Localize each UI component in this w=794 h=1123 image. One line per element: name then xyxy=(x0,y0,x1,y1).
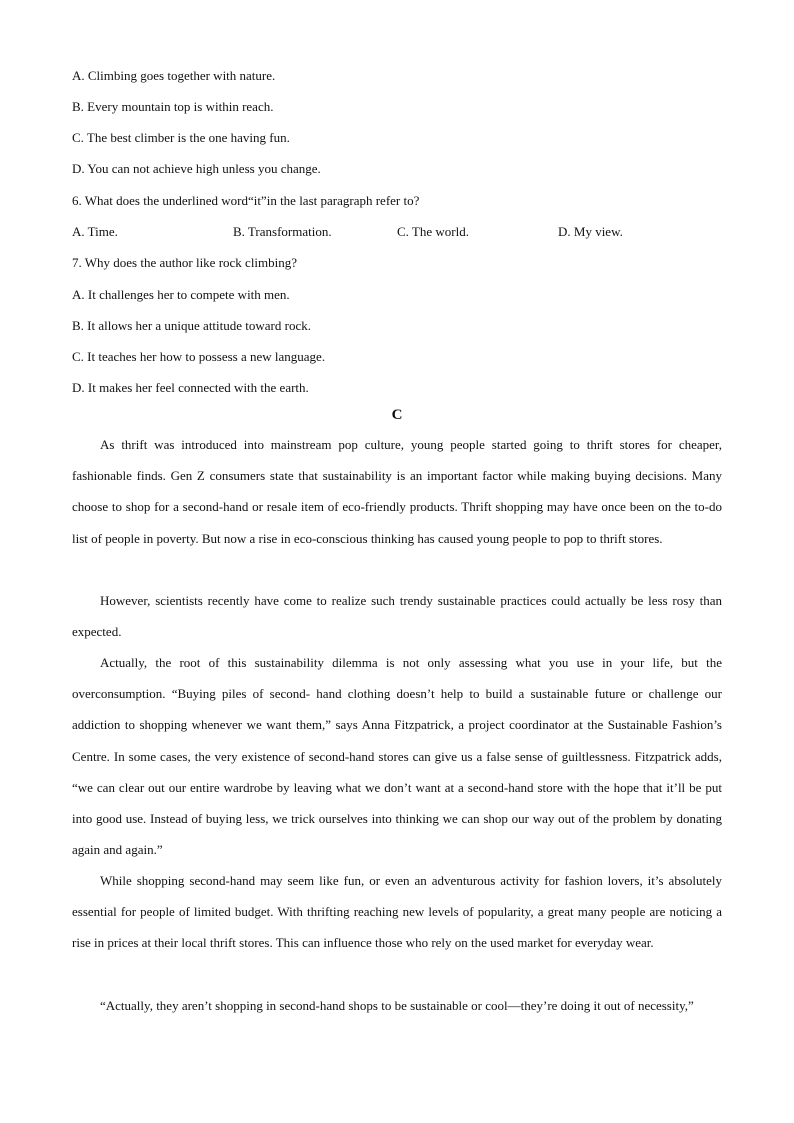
passage-paragraph-2: However, scientists recently have come to realize such trendy sustainable practices could actually be less rosy than expected. xyxy=(72,593,722,640)
q7-option-b: B. It allows her a unique attitude toward rock. xyxy=(72,318,311,333)
q7-option-a: A. It challenges her to compete with men. xyxy=(72,287,290,302)
passage-paragraph-1: As thrift was introduced into mainstream pop culture, young people started going to thrift stores for cheaper, fashionable finds. Gen Z consumers state that sustainability is an important factor while making buying decisions. Many choose to shop for a second-hand or resale item of eco-friendly products. Thrift shopping may have once been on the to-do list of people in poverty. But now a rise in eco-conscious thinking has caused young people to pop to thrift stores. xyxy=(72,437,722,546)
passage-paragraph-4: While shopping second-hand may seem like fun, or even an adventurous activity for fashion lovers, it’s absolutely essential for people of limited budget. With thrifting reaching new levels of popularity, a great many people are noticing a rise in prices at their local thrift stores. This can influence those who rely on the used market for everyday wear. xyxy=(72,873,722,951)
q5-option-a: A. Climbing goes together with nature. xyxy=(72,68,276,83)
q6-question: 6. What does the underlined word“it”in the last paragraph refer to? xyxy=(72,193,420,208)
passage-paragraph-3: Actually, the root of this sustainability dilemma is not only assessing what you use in your life, but the overconsumption. “Buying piles of second- hand clothing doesn’t help to build a sustainable future or challenge our addiction to shopping whenever we want them,” says Anna Fitzpatrick, a project coordinator at the Sustainable Fashion’s Centre. In some cases, the very existence of second-hand stores can give us a false sense of guiltlessness. Fitzpatrick adds, “we can clear out our entire wardrobe by leaving what we don’t want at a second-hand store with the hope that it’ll be put into good use. Instead of buying less, we trick ourselves into thinking we can shop our way out of the problem by donating again and again.” xyxy=(72,655,722,858)
q5-option-d: D. You can not achieve high unless you change. xyxy=(72,161,321,176)
q6-option-b: B. Transformation. xyxy=(233,224,332,239)
q6-option-a: A. Time. xyxy=(72,224,118,239)
passage-paragraph-5: “Actually, they aren’t shopping in second-hand shops to be sustainable or cool—they’re doing it out of necessity,” xyxy=(100,998,694,1013)
q7-question: 7. Why does the author like rock climbing? xyxy=(72,255,298,270)
q7-option-d: D. It makes her feel connected with the earth. xyxy=(72,380,309,395)
q7-option-c: C. It teaches her how to possess a new language. xyxy=(72,349,326,364)
q6-option-c: C. The world. xyxy=(397,224,469,239)
q6-options-row xyxy=(0,223,794,241)
q5-option-c: C. The best climber is the one having fun. xyxy=(72,130,290,145)
q6-option-d: D. My view. xyxy=(558,224,623,239)
section-heading: C xyxy=(391,407,403,423)
q5-option-b: B. Every mountain top is within reach. xyxy=(72,99,274,114)
